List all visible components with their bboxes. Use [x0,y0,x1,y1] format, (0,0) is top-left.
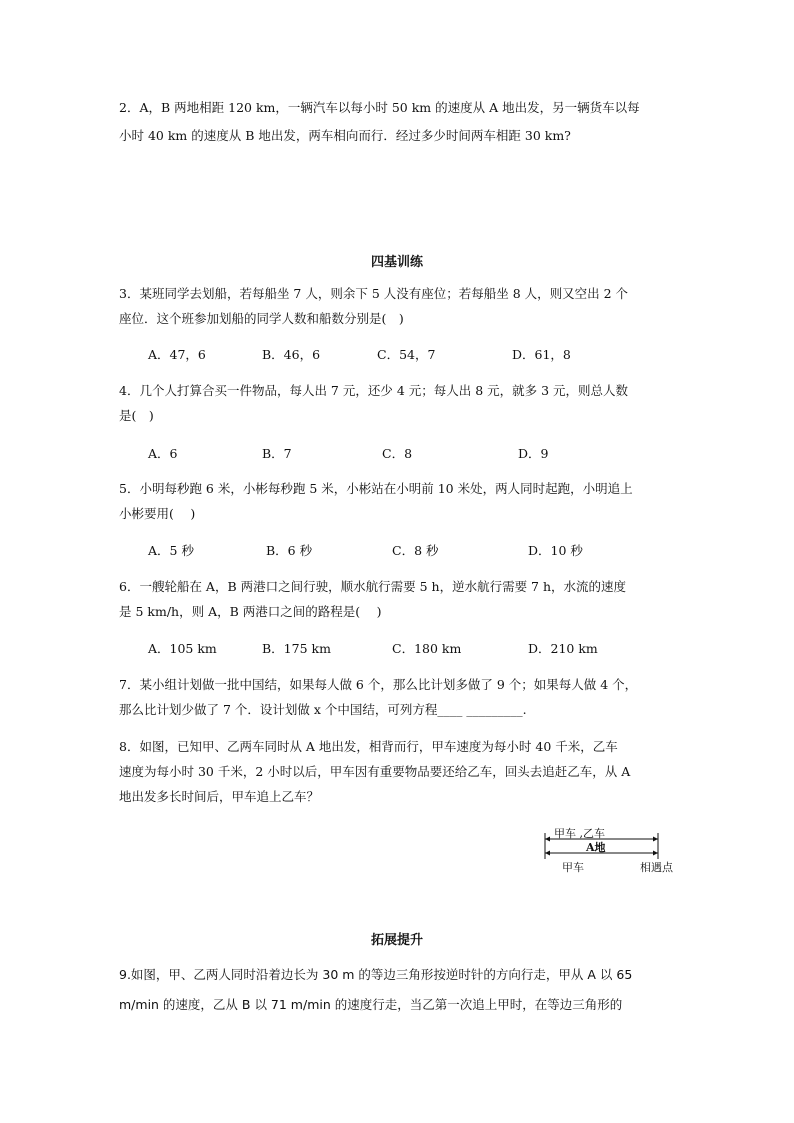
q2-line-2: 小时 40 km 的速度从 B 地出发，两车相向而行．经过多少时间两车相距 30 km? [119,128,571,143]
section-title-basic-training: 四基训练 [370,255,423,270]
meeting-diagram [540,824,680,876]
diagram-center-label: A地 [586,841,606,854]
diagram-bottom-left-label: 甲车 [562,861,584,874]
q4-option-b: B．7 [262,446,292,461]
q6-option-d: D．210 km [528,641,598,656]
q7-line-1: 7．某小组计划做一批中国结，如果每人做 6 个，那么比计划多做了 9 个；如果每人做 4 个， [119,677,638,692]
q7-line-2: 那么比计划少做了 7 个．设计划做 x 个中国结，可列方程____ _________. [119,702,527,717]
q4-option-c: C．8 [382,446,413,461]
q5-option-c: C．8 秒 [392,543,439,558]
q4-option-d: D．9 [518,446,549,461]
q5-option-b: B．6 秒 [266,543,313,558]
q2-line-1: 2．A，B 两地相距 120 km，一辆汽车以每小时 50 km 的速度从 A 地出发，另一辆货车以每 [119,100,640,115]
diagram-arrow-left [545,837,550,842]
diagram-arrow-right [653,837,658,842]
diagram-bottom-right-label: 相遇点 [640,861,673,874]
q4-line-1: 4．几个人打算合买一件物品，每人出 7 元，还少 4 元；每人出 8 元，就多 3 元，则总人数 [119,383,629,398]
q6-option-c: C．180 km [392,641,462,656]
q8-line-2: 速度为每小时 30 千米，2 小时以后，甲车因有重要物品要还给乙车，回头去追赶乙车，从 A [119,764,631,779]
q6-line-2: 是 5 km/h，则 A，B 两港口之间的路程是( ) [119,604,382,619]
q6-option-a: A．105 km [148,641,217,656]
q5-line-2: 小彬要用( ) [119,506,196,521]
q8-line-1: 8．如图，已知甲、乙两车同时从 A 地出发，相背而行，甲车速度为每小时 40 千米，乙车 [119,739,618,754]
q4-option-a: A．6 [148,446,178,461]
q9-line-1: 9.如图，甲、乙两人同时沿着边长为 30 m 的等边三角形按逆时针的方向行走，甲从 A 以 65 [119,967,633,982]
diagram-top-label: 甲车 ,乙车 [554,827,605,840]
q3-option-b: B．46，6 [262,347,321,362]
q9-line-2: m/min 的速度，乙从 B 以 71 m/min 的速度行走，当乙第一次追上甲时，在等边三角形的 [119,997,623,1012]
q4-line-2: 是( ) [119,408,154,423]
q5-option-a: A．5 秒 [148,543,194,558]
q5-option-d: D．10 秒 [528,543,583,558]
q3-line-1: 3．某班同学去划船，若每船坐 7 人，则余下 5 人没有座位；若每船坐 8 人，则又空出 2 个 [119,286,629,301]
q8-line-3: 地出发多长时间后，甲车追上乙车？ [119,789,320,804]
q6-option-b: B．175 km [262,641,331,656]
section-title-extension: 拓展提升 [370,933,423,948]
q5-line-1: 5．小明每秒跑 6 米，小彬每秒跑 5 米，小彬站在小明前 10 米处，两人同时起跑，小明追上 [119,481,633,496]
q3-option-a: A．47，6 [148,347,206,362]
diagram-arrow-left-lower [545,851,550,856]
q3-option-c: C．54，7 [377,347,436,362]
q3-line-2: 座位．这个班参加划船的同学人数和船数分别是( ) [119,311,404,326]
diagram-arrow-right-lower [653,851,658,856]
q3-option-d: D．61，8 [512,347,571,362]
q6-line-1: 6．一艘轮船在 A，B 两港口之间行驶，顺水航行需要 5 h，逆水航行需要 7 h，水流的速度 [119,579,627,594]
